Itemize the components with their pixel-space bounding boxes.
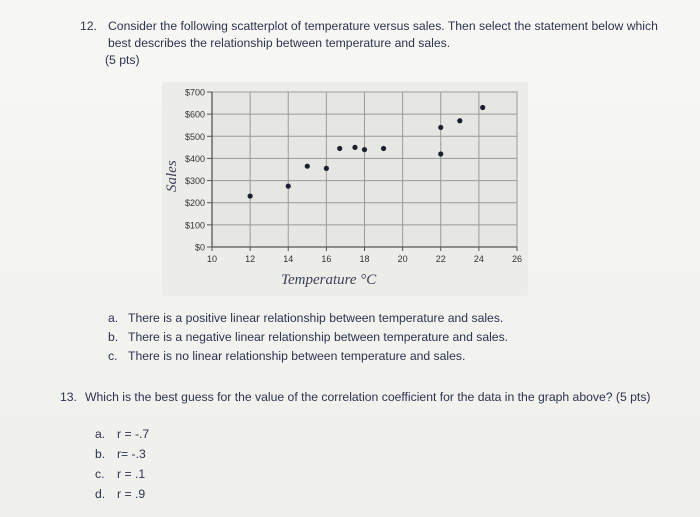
x-axis-label: Temperature °C [281, 272, 377, 288]
option-text: r = -.7 [117, 427, 150, 441]
question-text: Consider the following scatterplot of temperature versus sales. Then select the statement below which best describes the relationship between temperature and sales. [108, 19, 658, 50]
option-letter: d. [95, 487, 106, 501]
question-points: (5 pts) [105, 53, 140, 67]
scatterplot-svg [160, 80, 530, 300]
scatterplot [160, 80, 530, 300]
option-letter: a. [95, 427, 106, 441]
option-text: r = .9 [117, 487, 146, 501]
y-tick-label: $400 [184, 153, 205, 164]
x-tick-label: 16 [321, 254, 332, 264]
x-tick-label: 24 [473, 254, 484, 264]
y-axis-label: Sales [164, 160, 180, 192]
x-tick-label: 10 [206, 254, 218, 264]
option-letter: b. [108, 330, 119, 344]
option-letter: c. [108, 349, 118, 363]
y-tick-label: $0 [194, 242, 205, 253]
x-tick-label: 22 [435, 254, 446, 264]
data-point [438, 151, 443, 156]
data-point [352, 145, 357, 150]
option-text: r = .1 [117, 467, 146, 481]
data-point [457, 118, 462, 123]
x-tick-label: 18 [359, 254, 370, 264]
x-tick-label: 26 [511, 254, 523, 264]
x-tick-label: 14 [283, 254, 294, 264]
y-tick-label: $700 [184, 87, 205, 98]
option-text: There is a negative linear relationship between temperature and sales. [128, 330, 509, 344]
y-tick-label: $200 [184, 198, 205, 209]
option-letter: b. [95, 447, 106, 461]
data-point [337, 146, 342, 151]
data-point [324, 166, 329, 171]
option-text: r= -.3 [117, 447, 146, 461]
data-point [480, 105, 485, 110]
option-text: There is no linear relationship between temperature and sales. [128, 349, 466, 363]
y-tick-label: $600 [184, 109, 205, 120]
option-text: There is a positive linear relationship between temperature and sales. [128, 311, 504, 325]
question-number: 12. [80, 19, 97, 33]
y-tick-label: $100 [184, 220, 205, 231]
question-number: 13. [60, 390, 77, 404]
y-tick-label: $300 [184, 176, 205, 187]
data-point [248, 193, 253, 198]
data-point [381, 146, 386, 151]
data-point [286, 184, 291, 189]
x-tick-label: 20 [397, 254, 408, 264]
data-point [305, 164, 310, 169]
y-tick-label: $500 [184, 131, 205, 142]
x-tick-label: 12 [245, 254, 256, 264]
option-letter: a. [108, 311, 119, 325]
data-point [362, 147, 367, 152]
data-point [438, 125, 443, 130]
option-letter: c. [95, 467, 105, 481]
question-text: Which is the best guess for the value of the correlation coefficient for the data in the graph above? (5 pts) [85, 390, 651, 404]
